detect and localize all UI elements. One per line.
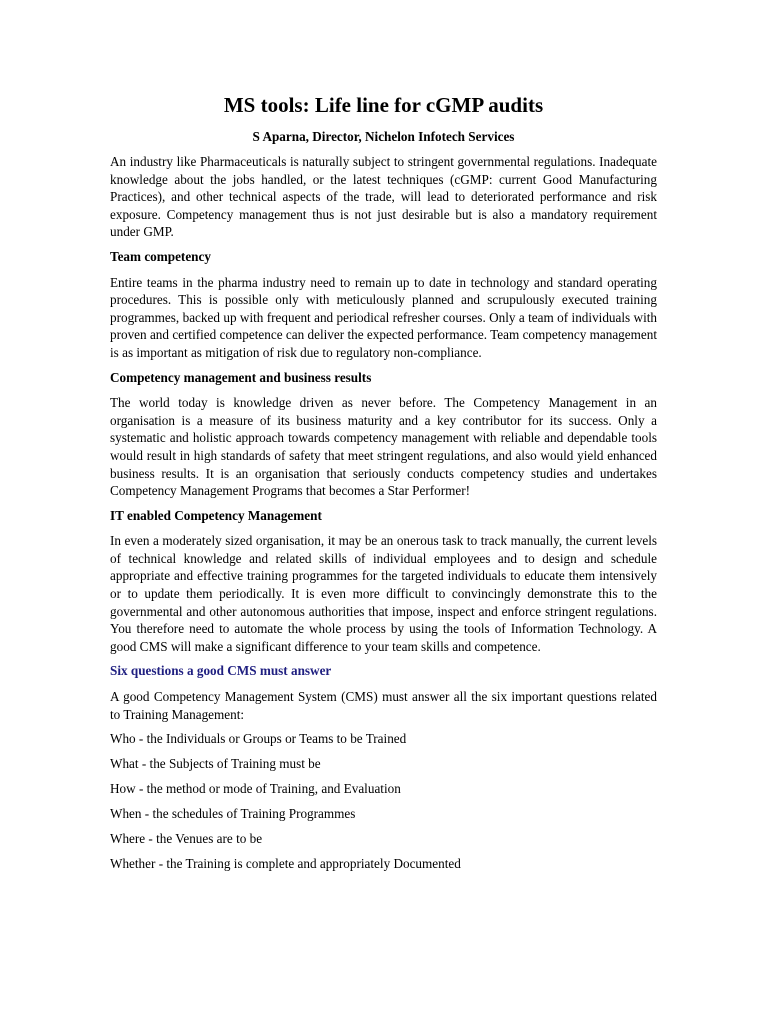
section-heading-six-questions: Six questions a good CMS must answer bbox=[110, 663, 332, 679]
questions-list bbox=[110, 730, 657, 872]
section-body-business-results: The world today is knowledge driven as never before. The Competency Management in an organisation is a measure of its business maturity and a key contributor for its success. Only a systematic and holistic approach towards competency management with reliable and dependable tools would result in high standards of safety that meet stringent regulations, and also would yield enhanced business results. It is an organisation that seriously conducts competency studies and undertakes Competency Management Programs that becomes a Star Performer! bbox=[110, 395, 657, 499]
section-heading-team-competency: Team competency bbox=[110, 248, 211, 264]
section-heading-it-enabled: IT enabled Competency Management bbox=[110, 507, 322, 523]
article-title: MS tools: Life line for cGMP audits bbox=[223, 93, 544, 117]
section-body-team-competency: Entire teams in the pharma industry need to remain up to date in technology and standard operating procedures. This is possible only with meticulously planned and scrupulously executed training programmes, backed up with frequent and periodical refresher courses. Only a team of individuals with proven and certified competence can deliver the expected performance. Team competency management is as important as mitigation of risk due to regulatory non-compliance. bbox=[110, 274, 657, 360]
question-item-when: When - the schedules of Training Programmes bbox=[110, 805, 356, 821]
question-item-where: Where - the Venues are to be bbox=[110, 830, 263, 846]
six-questions-intro: A good Competency Management System (CMS) must answer all the six important questions related to Training Management: bbox=[110, 689, 657, 722]
article-byline: S Aparna, Director, Nichelon Infotech Services bbox=[252, 129, 515, 144]
question-item-whether: Whether - the Training is complete and appropriately Documented bbox=[110, 855, 461, 871]
section-heading-business-results: Competency management and business results bbox=[110, 369, 372, 385]
document-page bbox=[110, 92, 657, 880]
question-item-who: Who - the Individuals or Groups or Teams to be Trained bbox=[110, 731, 407, 747]
intro-paragraph: An industry like Pharmaceuticals is naturally subject to stringent governmental regulations. Inadequate knowledge about the jobs handled, or the latest techniques (cGMP: current Good Manufacturing Practices), and other technical aspects of the trade, will lead to deteriorated performance and risk exposure. Competency management thus is not just desirable but is also a mandatory requirement under GMP. bbox=[110, 154, 657, 240]
question-item-what: What - the Subjects of Training must be bbox=[110, 756, 321, 772]
question-item-how: How - the method or mode of Training, and Evaluation bbox=[110, 781, 401, 796]
section-body-it-enabled: In even a moderately sized organisation, it may be an onerous task to track manually, the current levels of technical knowledge and related skills of individual employees and to design and schedule appropriate and effective training programmes for the targeted individuals to educate them intensively or to update them periodically. It is even more difficult to convincingly demonstrate this to the governmental and other autonomous authorities that impose, inspect and enforce stringent regulations. You therefore need to automate the whole process by using the tools of Information Technology. A good CMS will make a significant difference to your team skills and competence. bbox=[110, 533, 657, 654]
